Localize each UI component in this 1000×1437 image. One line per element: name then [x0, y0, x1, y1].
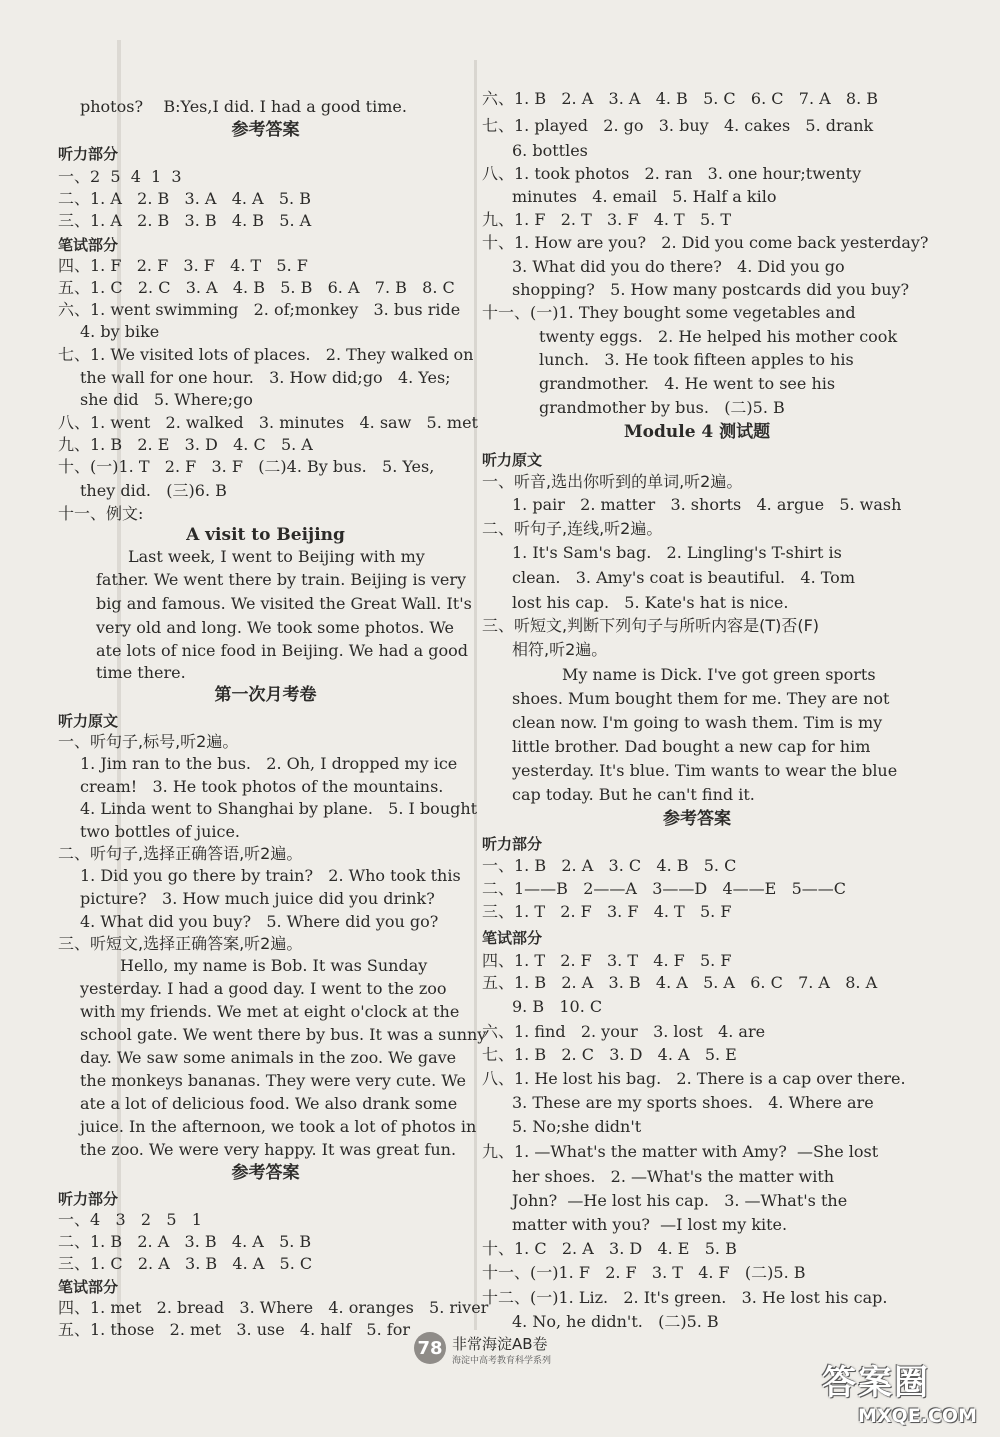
transcript-line: cream! 3. He took photos of the mountains. — [80, 777, 444, 796]
answer-line: 六、1. find 2. your 3. lost 4. are — [482, 1022, 766, 1041]
transcript-line: the monkeys bananas. They were very cute. We — [80, 1071, 466, 1090]
watermark-url: MXQE.COM — [858, 1405, 977, 1427]
answer-line: 三、1. T 2. F 3. F 4. T 5. F — [482, 902, 732, 921]
answer-line: 七、1. B 2. C 3. D 4. A 5. E — [482, 1045, 737, 1064]
answer-line: she did 5. Where;go — [80, 390, 253, 409]
transcript-line: yesterday. It's blue. Tim wants to wear the blue — [512, 761, 898, 780]
answer-line: shopping? 5. How many postcards did you buy? — [512, 280, 910, 299]
question-header: 三、听短文,判断下列句子与所听内容是(T)否(F) — [482, 616, 820, 635]
answer-line: 八、1. took photos 2. ran 3. one hour;twenty — [482, 164, 862, 183]
series-subtitle: 海淀中高考教育科学系列 — [452, 1356, 552, 1366]
transcript-line: shoes. Mum bought them for me. They are not — [512, 689, 890, 708]
essay-line: very old and long. We took some photos. We — [96, 618, 454, 637]
answer-line: 三、1. A 2. B 3. B 4. B 5. A — [58, 211, 312, 230]
answer-line: 五、1. C 2. C 3. A 4. B 5. B 6. A 7. B 8. C — [58, 278, 455, 297]
answer-line: 三、1. C 2. A 3. B 4. A 5. C — [58, 1254, 313, 1273]
essay-line: ate lots of nice food in Beijing. We had a good — [96, 641, 468, 660]
section-label: 听力部分 — [58, 1190, 119, 1208]
answer-line: 四、1. F 2. F 3. F 4. T 5. F — [58, 256, 308, 275]
answer-line: 六、1. went swimming 2. of;monkey 3. bus ride — [58, 300, 461, 319]
answer-line: 七、1. played 2. go 3. buy 4. cakes 5. drank — [482, 116, 874, 135]
answer-line: John? —He lost his cap. 3. —What's the — [512, 1191, 848, 1210]
answer-line: 五、1. those 2. met 3. use 4. half 5. for — [58, 1320, 410, 1339]
watermark-logo-text: 答案圈 — [822, 1363, 930, 1403]
section-label: 听力原文 — [58, 712, 119, 730]
answer-line: twenty eggs. 2. He helped his mother cook — [539, 327, 898, 346]
transcript-line: 4. What did you buy? 5. Where did you go? — [80, 912, 439, 931]
section-label: 听力部分 — [58, 145, 119, 163]
answer-line: 八、1. went 2. walked 3. minutes 4. saw 5. met — [58, 413, 478, 432]
answer-line: 四、1. met 2. bread 3. Where 4. oranges 5. river — [58, 1298, 489, 1317]
transcript-line: clean. 3. Amy's coat is beautiful. 4. Tom — [512, 568, 855, 587]
answer-line: 四、1. T 2. F 3. T 4. F 5. F — [482, 951, 732, 970]
transcript-line: 1. Jim ran to the bus. 2. Oh, I dropped my ice — [80, 754, 458, 773]
series-title: 非常海淀AB卷 — [452, 1335, 548, 1353]
section-label: 笔试部分 — [482, 929, 543, 947]
question-header: 三、听短文,选择正确答案,听2遍。 — [58, 934, 303, 953]
answer-line: 五、1. B 2. A 3. B 4. A 5. A 6. C 7. A 8. A — [482, 973, 878, 992]
answer-line: 一、1. B 2. A 3. C 4. B 5. C — [482, 856, 737, 875]
transcript-line: little brother. Dad bought a new cap for him — [512, 737, 871, 756]
question-header: 二、听句子,连线,听2遍。 — [482, 519, 663, 538]
answer-line: 二、1. B 2. A 3. B 4. A 5. B — [58, 1232, 312, 1251]
answer-line: 4. No, he didn't. (二)5. B — [512, 1312, 719, 1331]
essay-title: A visit to Beijing — [186, 525, 345, 545]
transcript-line: 1. Did you go there by train? 2. Who took this — [80, 866, 461, 885]
answer-line: 十一、(一)1. They bought some vegetables and — [482, 303, 856, 322]
section-label: 听力原文 — [482, 451, 543, 469]
section-heading: 第一次月考卷 — [214, 685, 317, 705]
answer-line: they did. (三)6. B — [80, 481, 227, 500]
answer-line: 十二、(一)1. Liz. 2. It's green. 3. He lost his cap. — [482, 1288, 888, 1307]
answer-line: 六、1. B 2. A 3. A 4. B 5. C 6. C 7. A 8. B — [482, 89, 879, 108]
site-watermark — [780, 1355, 990, 1433]
essay-line: time there. — [96, 663, 186, 682]
text-line: photos? B:Yes,I did. I had a good time. — [80, 97, 407, 116]
answer-line: 七、1. We visited lots of places. 2. They walked on — [58, 345, 474, 364]
answer-line: 九、1. F 2. T 3. F 4. T 5. T — [482, 210, 732, 229]
answer-line: the wall for one hour. 3. How did;go 4. Yes; — [80, 368, 451, 387]
section-heading: 参考答案 — [231, 1163, 300, 1183]
answer-line: 3. What did you do there? 4. Did you go — [512, 257, 845, 276]
transcript-line: ate a lot of delicious food. We also drank some — [80, 1094, 458, 1113]
answer-line: 二、1. A 2. B 3. A 4. A 5. B — [58, 189, 311, 208]
essay-line: big and famous. We visited the Great Wall. It's — [96, 594, 472, 613]
transcript-line: My name is Dick. I've got green sports — [562, 665, 876, 684]
transcript-line: two bottles of juice. — [80, 822, 240, 841]
answer-line: 9. B 10. C — [512, 997, 603, 1016]
essay-line: father. We went there by train. Beijing is very — [96, 570, 467, 589]
section-heading: Module 4 测试题 — [623, 422, 771, 442]
answer-line: lunch. 3. He took fifteen apples to his — [539, 350, 854, 369]
column-divider — [474, 60, 477, 1330]
answer-line: minutes 4. email 5. Half a kilo — [512, 187, 777, 206]
transcript-line: lost his cap. 5. Kate's hat is nice. — [512, 593, 789, 612]
question-header: 一、听句子,标号,听2遍。 — [58, 732, 239, 751]
answer-line: 九、1. —What's the matter with Amy? —She lost — [482, 1142, 879, 1161]
answer-line: grandmother by bus. (二)5. B — [539, 398, 785, 417]
answer-line: 6. bottles — [512, 141, 588, 160]
answer-line: 十、1. How are you? 2. Did you come back yesterday? — [482, 233, 929, 252]
section-label: 笔试部分 — [58, 236, 119, 254]
question-header: 一、听音,选出你听到的单词,听2遍。 — [482, 472, 743, 491]
section-label: 听力部分 — [482, 835, 543, 853]
transcript-line: picture? 3. How much juice did you drink? — [80, 889, 435, 908]
transcript-line: Hello, my name is Bob. It was Sunday — [120, 956, 428, 975]
transcript-line: clean now. I'm going to wash them. Tim is my — [512, 713, 883, 732]
answer-line: 九、1. B 2. E 3. D 4. C 5. A — [58, 435, 313, 454]
answer-line: 十一、例文: — [58, 504, 144, 523]
question-header: 二、听句子,选择正确答语,听2遍。 — [58, 844, 303, 863]
essay-line: Last week, I went to Beijing with my — [128, 547, 425, 566]
answer-line: 3. These are my sports shoes. 4. Where are — [512, 1093, 874, 1112]
answer-line: 5. No;she didn't — [512, 1117, 642, 1136]
question-header: 相符,听2遍。 — [512, 640, 608, 659]
transcript-line: 1. It's Sam's bag. 2. Lingling's T-shirt is — [512, 543, 842, 562]
transcript-line: school gate. We went there by bus. It was a sunny — [80, 1025, 487, 1044]
answer-line: grandmother. 4. He went to see his — [539, 374, 836, 393]
answer-line: 十一、(一)1. F 2. F 3. T 4. F (二)5. B — [482, 1263, 806, 1282]
transcript-line: 4. Linda went to Shanghai by plane. 5. I bought — [80, 799, 478, 818]
answer-line: matter with you? —I lost my kite. — [512, 1215, 788, 1234]
transcript-line: the zoo. We were very happy. It was great fun. — [80, 1140, 457, 1159]
answer-line: her shoes. 2. —What's the matter with — [512, 1167, 835, 1186]
answer-line: 一、2 5 4 1 3 — [58, 167, 182, 186]
transcript-line: 1. pair 2. matter 3. shorts 4. argue 5. wash — [512, 495, 902, 514]
section-label: 笔试部分 — [58, 1278, 119, 1296]
answer-line: 十、(一)1. T 2. F 3. F (二)4. By bus. 5. Yes, — [58, 457, 435, 476]
answer-line: 二、1——B 2——A 3——D 4——E 5——C — [482, 879, 846, 898]
transcript-line: with my friends. We met at eight o'clock at the — [80, 1002, 460, 1021]
section-heading: 参考答案 — [231, 120, 300, 140]
section-heading: 参考答案 — [663, 809, 731, 829]
transcript-line: juice. In the afternoon, we took a lot of photos in — [80, 1117, 477, 1136]
answer-line: 4. by bike — [80, 322, 160, 341]
transcript-line: yesterday. I had a good day. I went to the zoo — [80, 979, 447, 998]
answer-line: 十、1. C 2. A 3. D 4. E 5. B — [482, 1239, 737, 1258]
answer-line: 一、4 3 2 5 1 — [58, 1210, 202, 1229]
transcript-line: day. We saw some animals in the zoo. We gave — [80, 1048, 457, 1067]
answer-line: 八、1. He lost his bag. 2. There is a cap over there. — [482, 1069, 906, 1088]
page-number: 78 — [414, 1332, 446, 1364]
transcript-line: cap today. But he can't find it. — [512, 785, 755, 804]
